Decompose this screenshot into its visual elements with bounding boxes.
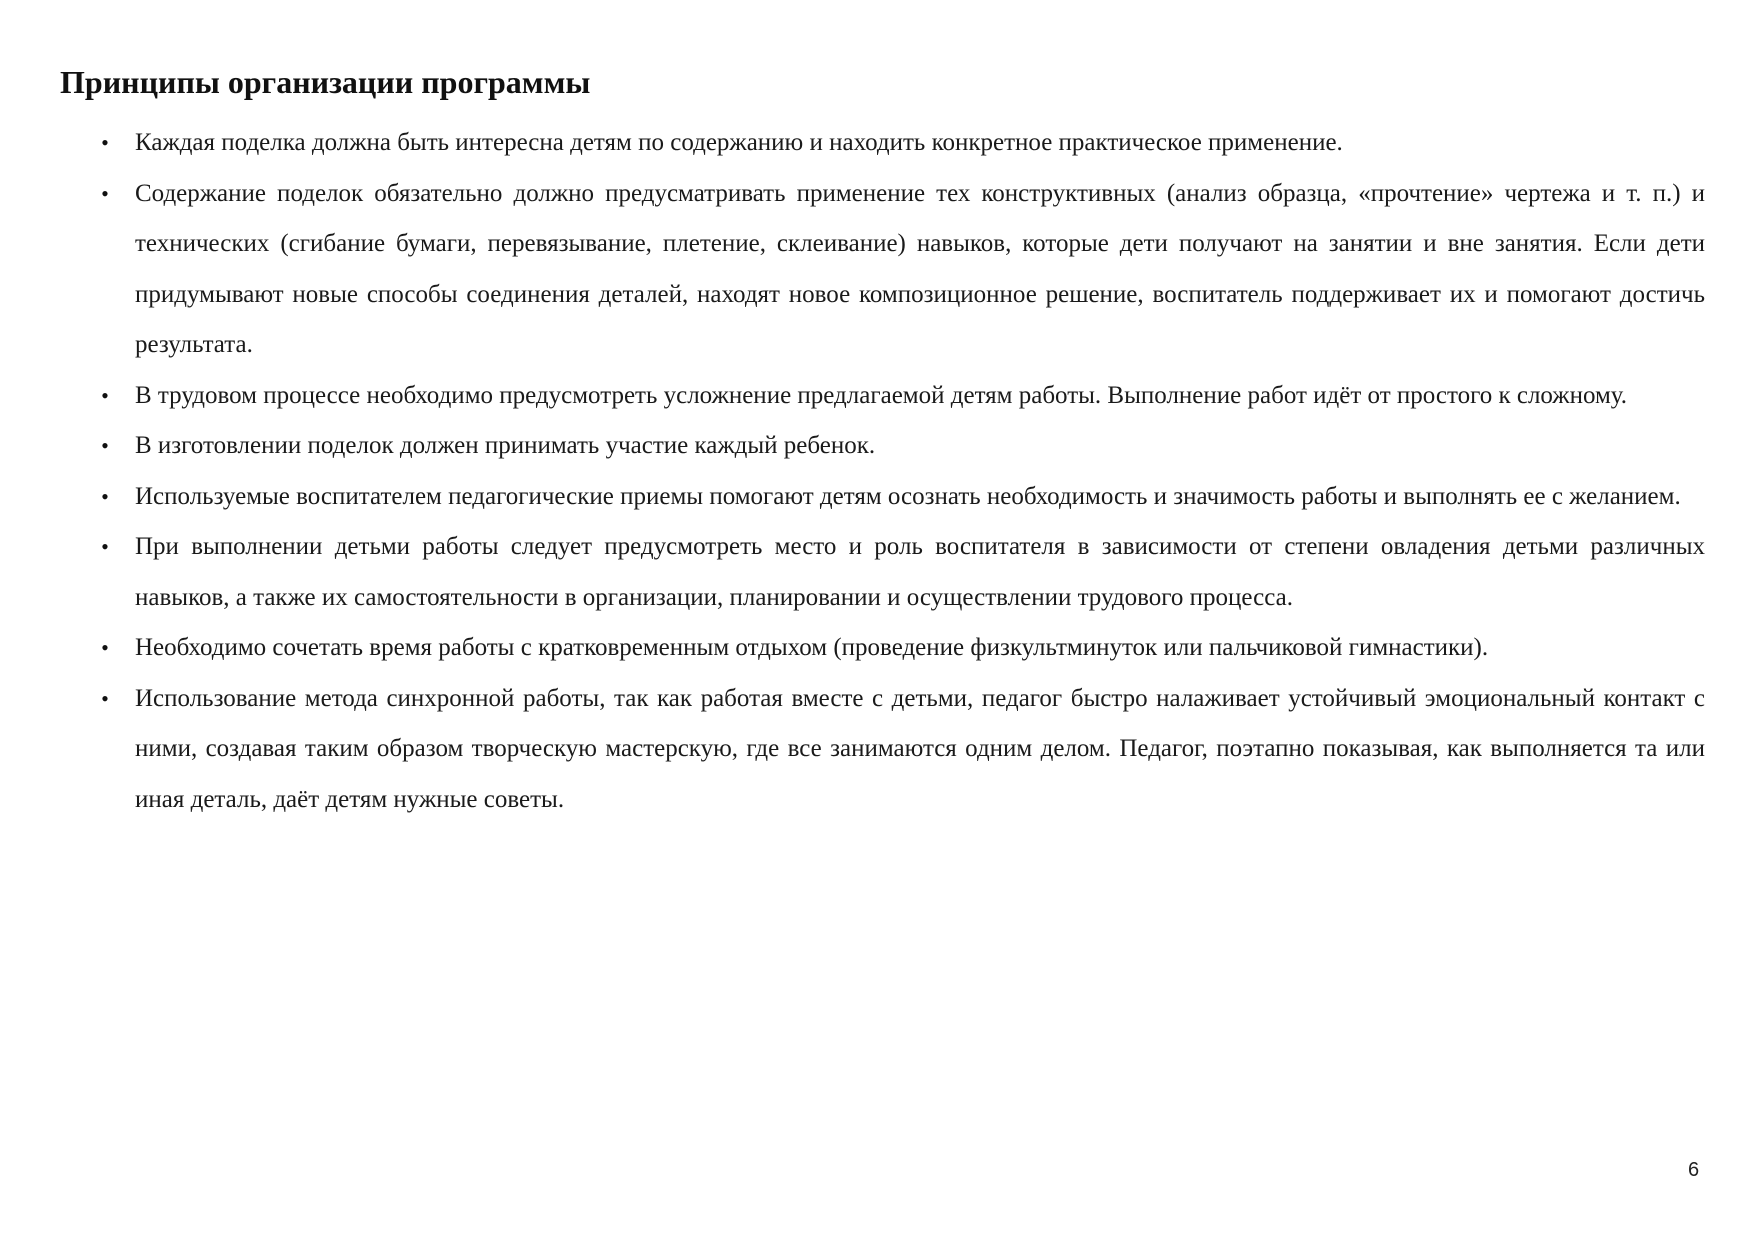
list-item-text: При выполнении детьми работы следует предусмотреть место и роль воспитателя в зависимости от степени овладения детьми различных навыков, а также их самостоятельности в организации, планировании и осуществлении трудового процесса. (135, 533, 1705, 611)
list-item (101, 421, 1705, 472)
list-item (101, 522, 1705, 623)
list-item (101, 674, 1705, 826)
list-item (101, 623, 1705, 674)
bullet-icon: • (101, 433, 109, 458)
bullet-icon: • (101, 180, 109, 206)
list-item-text: Содержание поделок обязательно должно предусматривать применение тех конструктивных (анализ образца, «прочтение» чертежа и т. п.) и технических (сгибание бумаги, перевязывание, плетение, склеивание) навыков, которые дети получают на занятии и вне занятия. Если дети придумывают новые способы соединения деталей, находят новое композиционное решение, воспитатель поддерживает их и помогают достичь результата. (135, 179, 1705, 358)
bullet-icon: • (101, 685, 109, 711)
bullet-icon: • (101, 382, 109, 408)
bullet-icon: • (101, 130, 109, 155)
bullet-icon: • (101, 483, 109, 509)
list-item-text: В трудовом процессе необходимо предусмотреть усложнение предлагаемой детям работы. Выполнение работ идёт от простого к сложному. (135, 381, 1628, 409)
list-item-text: В изготовлении поделок должен принимать участие каждый ребенок. (135, 432, 876, 459)
list-item-text: Используемые воспитателем педагогические приемы помогают детям осознать необходимость и значимость работы и выполнять ее с желанием. (135, 482, 1681, 510)
principles-list (0, 118, 1754, 825)
list-item-text: Необходимо сочетать время работы с кратковременным отдыхом (проведение физкультминуток или пальчиковой гимнастики). (135, 634, 1489, 661)
list-item-text: Каждая поделка должна быть интересна детям по содержанию и находить конкретное практическое применение. (135, 129, 1343, 156)
bullet-icon: • (101, 534, 109, 559)
list-item (101, 169, 1705, 371)
page-number: 6 (1688, 1159, 1700, 1181)
list-item (101, 371, 1705, 422)
list-item (101, 118, 1705, 169)
list-item (101, 472, 1705, 523)
page-heading: Принципы организации программы (60, 64, 591, 100)
bullet-icon: • (101, 635, 109, 660)
list-item-text: Использование метода синхронной работы, так как работая вместе с детьми, педагог быстро налаживает устойчивый эмоциональный контакт с ними, создавая таким образом творческую мастерскую, где все занимаются одним делом. Педагог, поэтапно показывая, как выполняется та или иная деталь, даёт детям нужные советы. (135, 684, 1705, 813)
